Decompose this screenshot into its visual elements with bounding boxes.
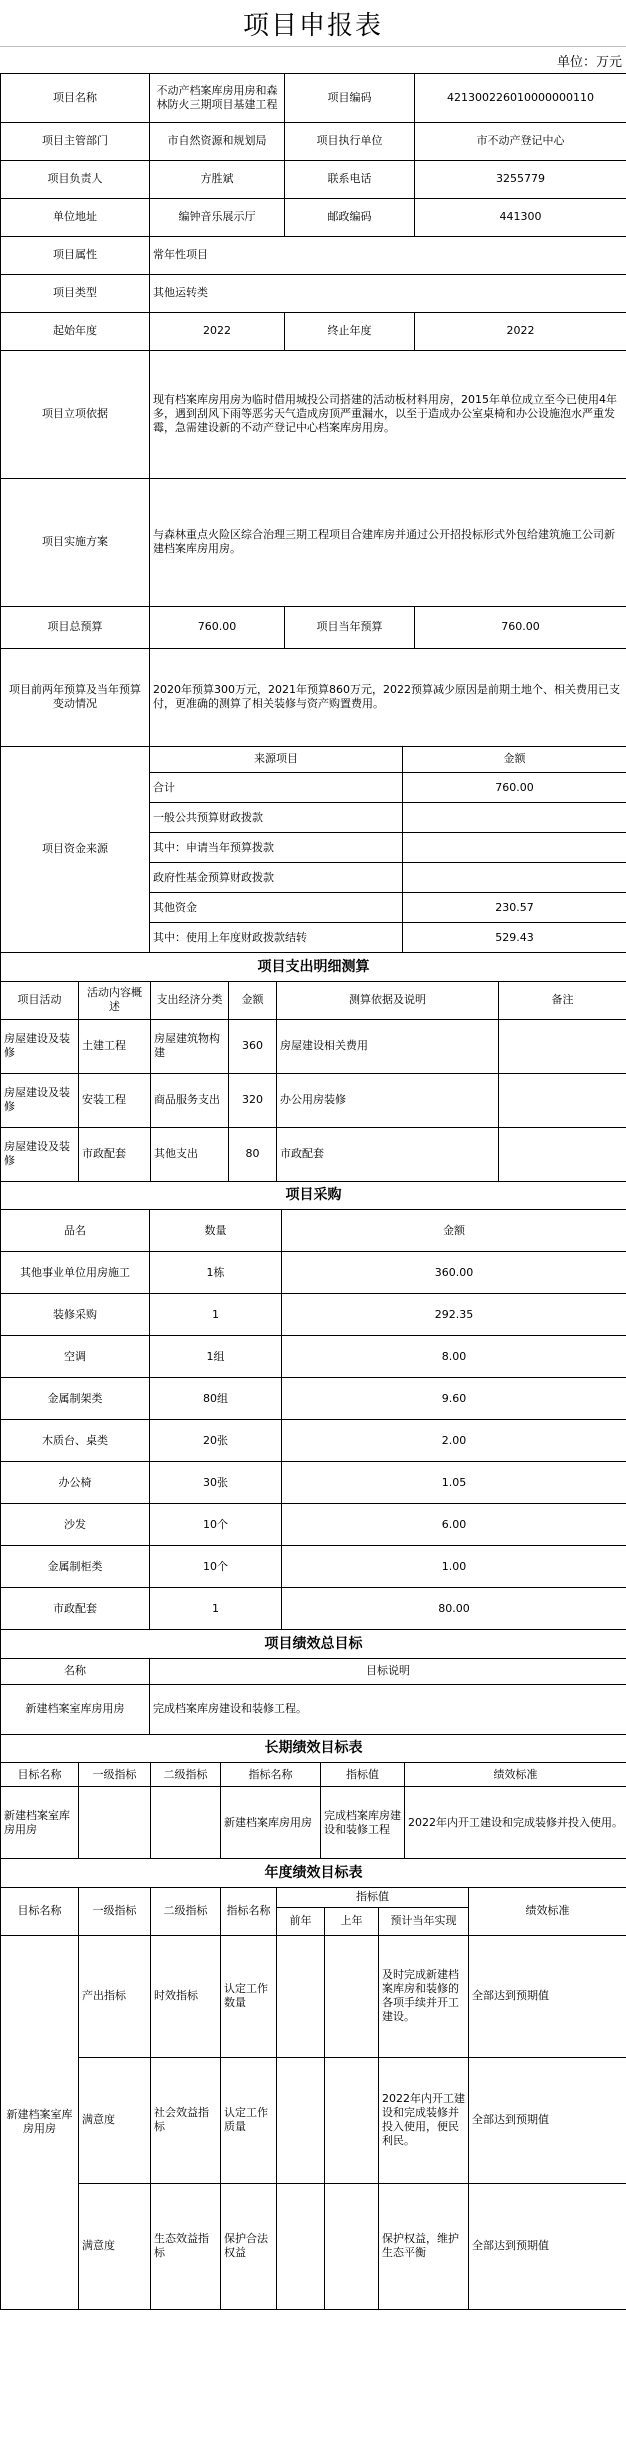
annual-l2: 生态效益指标 — [151, 2183, 221, 2309]
purchase-amount: 9.60 — [282, 1378, 626, 1420]
year-budget-label: 项目当年预算 — [285, 606, 415, 648]
start-label: 起始年度 — [1, 312, 150, 350]
exec-label: 项目执行单位 — [285, 122, 415, 160]
expense-header: 支出经济分类 — [151, 981, 229, 1019]
annual-prev — [277, 2057, 325, 2183]
purchase-header: 数量 — [150, 1210, 282, 1252]
total-budget-value: 760.00 — [150, 606, 285, 648]
funding-row-amount: 529.43 — [403, 923, 626, 953]
purchase-row — [1, 1252, 626, 1294]
purchase-row — [1, 1588, 626, 1630]
expense-note — [499, 1073, 626, 1127]
expense-header: 金额 — [229, 981, 277, 1019]
expense-title: 项目支出明细测算 — [1, 953, 626, 981]
purchase-amount: 80.00 — [282, 1588, 626, 1630]
person-value: 方胜斌 — [150, 160, 285, 198]
annual-indicator: 认定工作数量 — [221, 1935, 277, 2057]
purchase-name: 市政配套 — [1, 1588, 150, 1630]
expense-content: 土建工程 — [79, 1019, 151, 1073]
longterm-value: 完成档案库房建设和装修工程 — [321, 1787, 405, 1859]
funding-col-amount: 金额 — [403, 747, 626, 773]
zip-label: 邮政编码 — [285, 198, 415, 236]
funding-row-name: 合计 — [150, 773, 403, 803]
longterm-standard: 2022年内开工建设和完成装修并投入使用。 — [405, 1787, 626, 1859]
phone-value: 3255779 — [415, 160, 626, 198]
purchase-row — [1, 1546, 626, 1588]
purchase-amount: 292.35 — [282, 1294, 626, 1336]
addr-label: 单位地址 — [1, 198, 150, 236]
purchase-row — [1, 1378, 626, 1420]
overall-goal-table — [0, 1630, 626, 1735]
purchase-qty: 10个 — [150, 1504, 282, 1546]
dept-label: 项目主管部门 — [1, 122, 150, 160]
overall-col-desc: 目标说明 — [150, 1658, 626, 1684]
funding-row-name: 一般公共预算财政拨款 — [150, 803, 403, 833]
annual-last — [325, 1935, 379, 2057]
overall-name: 新建档案室库房用房 — [1, 1684, 150, 1734]
funding-row-amount — [403, 803, 626, 833]
annual-indicator: 认定工作质量 — [221, 2057, 277, 2183]
purchase-qty: 10个 — [150, 1546, 282, 1588]
expense-basis: 市政配套 — [277, 1127, 499, 1181]
annual-prev — [277, 2183, 325, 2309]
zip-value: 441300 — [415, 198, 626, 236]
expense-basis: 房屋建设相关费用 — [277, 1019, 499, 1073]
plan-value: 与森林重点火险区综合治理三期工程项目合建库房并通过公开招投标形式外包给建筑施工公司新建档案库房用房。 — [150, 478, 626, 606]
annual-header-prev: 前年 — [277, 1907, 325, 1935]
longterm-header: 目标名称 — [1, 1763, 79, 1787]
annual-last — [325, 2183, 379, 2309]
annual-prev — [277, 1935, 325, 2057]
year-budget-value: 760.00 — [415, 606, 626, 648]
annual-row — [1, 1935, 626, 2057]
purchase-name: 空调 — [1, 1336, 150, 1378]
person-label: 项目负责人 — [1, 160, 150, 198]
expense-amount: 80 — [229, 1127, 277, 1181]
expense-content: 市政配套 — [79, 1127, 151, 1181]
annual-title: 年度绩效目标表 — [1, 1859, 626, 1887]
longterm-title: 长期绩效目标表 — [1, 1735, 626, 1763]
budget-change-label: 项目前两年预算及当年预算变动情况 — [1, 648, 150, 746]
budget-change-value: 2020年预算300万元，2021年预算860万元，2022预算减少原因是前期土地个、相关费用已支付，更准确的测算了相关装修与资产购置费用。 — [150, 648, 626, 746]
funding-row-amount — [403, 833, 626, 863]
expense-note — [499, 1127, 626, 1181]
funding-label: 项目资金来源 — [1, 747, 150, 953]
expense-header: 测算依据及说明 — [277, 981, 499, 1019]
expense-amount: 320 — [229, 1073, 277, 1127]
expense-row — [1, 1127, 626, 1181]
purchase-amount: 6.00 — [282, 1504, 626, 1546]
purchase-title: 项目采购 — [1, 1182, 626, 1210]
purchase-qty: 1栋 — [150, 1252, 282, 1294]
attr-label: 项目属性 — [1, 236, 150, 274]
annual-standard: 全部达到预期值 — [469, 2057, 626, 2183]
annual-standard: 全部达到预期值 — [469, 1935, 626, 2057]
annual-expect: 及时完成新建档案库房和装修的各项手续并开工建设。 — [379, 1935, 469, 2057]
expense-activity: 房屋建设及装修 — [1, 1127, 79, 1181]
basis-value: 现有档案库房用房为临时借用城投公司搭建的活动板材料用房，2015年单位成立至今已使用4年多，遇到刮风下雨等恶劣天气造成房顶严重漏水，以至于造成办公室桌椅和办公设施泡水严重发霉，急需建设新的不动产登记中心档案库房用房。 — [150, 350, 626, 478]
purchase-row — [1, 1462, 626, 1504]
type-value: 其他运转类 — [150, 274, 626, 312]
expense-basis: 办公用房装修 — [277, 1073, 499, 1127]
purchase-qty: 1 — [150, 1294, 282, 1336]
annual-header-standard: 绩效标准 — [469, 1887, 626, 1935]
phone-label: 联系电话 — [285, 160, 415, 198]
purchase-header: 品名 — [1, 1210, 150, 1252]
attr-value: 常年性项目 — [150, 236, 626, 274]
funding-col-source: 来源项目 — [150, 747, 403, 773]
basis-label: 项目立项依据 — [1, 350, 150, 478]
purchase-name: 金属制柜类 — [1, 1546, 150, 1588]
purchase-amount: 8.00 — [282, 1336, 626, 1378]
overall-title: 项目绩效总目标 — [1, 1630, 626, 1658]
purchase-header: 金额 — [282, 1210, 626, 1252]
expense-content: 安装工程 — [79, 1073, 151, 1127]
purchase-name: 金属制架类 — [1, 1378, 150, 1420]
purchase-qty: 30张 — [150, 1462, 282, 1504]
funding-row-name: 其中：申请当年预算拨款 — [150, 833, 403, 863]
purchase-name: 其他事业单位用房施工 — [1, 1252, 150, 1294]
expense-row — [1, 1019, 626, 1073]
annual-table — [0, 1859, 626, 2310]
expense-category: 房屋建筑物构建 — [151, 1019, 229, 1073]
expense-table — [0, 953, 626, 1182]
annual-l2: 时效指标 — [151, 1935, 221, 2057]
funding-row-name: 其他资金 — [150, 893, 403, 923]
overall-col-name: 名称 — [1, 1658, 150, 1684]
annual-expect: 保护权益，维护生态平衡 — [379, 2183, 469, 2309]
code-label: 项目编码 — [285, 74, 415, 122]
annual-header-l1: 一级指标 — [79, 1887, 151, 1935]
name-label: 项目名称 — [1, 74, 150, 122]
addr-value: 编钟音乐展示厅 — [150, 198, 285, 236]
expense-note — [499, 1019, 626, 1073]
annual-header-indicator: 指标名称 — [221, 1887, 277, 1935]
code-value: 421300226010000000110 — [415, 74, 626, 122]
purchase-row — [1, 1420, 626, 1462]
funding-row-amount — [403, 863, 626, 893]
funding-row-amount: 760.00 — [403, 773, 626, 803]
purchase-qty: 1 — [150, 1588, 282, 1630]
longterm-header: 二级指标 — [151, 1763, 221, 1787]
purchase-table — [0, 1182, 626, 1631]
longterm-header: 一级指标 — [79, 1763, 151, 1787]
expense-activity: 房屋建设及装修 — [1, 1019, 79, 1073]
annual-target: 新建档案室库房用房 — [1, 1935, 79, 2309]
annual-header-last: 上年 — [325, 1907, 379, 1935]
annual-l1: 产出指标 — [79, 1935, 151, 2057]
total-budget-label: 项目总预算 — [1, 606, 150, 648]
purchase-row — [1, 1504, 626, 1546]
page-title: 项目申报表 — [0, 0, 626, 47]
purchase-amount: 1.00 — [282, 1546, 626, 1588]
dept-value: 市自然资源和规划局 — [150, 122, 285, 160]
longterm-l1 — [79, 1787, 151, 1859]
purchase-qty: 20张 — [150, 1420, 282, 1462]
funding-row-name: 其中：使用上年度财政拨款结转 — [150, 923, 403, 953]
expense-header: 备注 — [499, 981, 626, 1019]
longterm-l2 — [151, 1787, 221, 1859]
longterm-indicator: 新建档案库房用房 — [221, 1787, 321, 1859]
expense-category: 其他支出 — [151, 1127, 229, 1181]
purchase-name: 沙发 — [1, 1504, 150, 1546]
expense-header: 项目活动 — [1, 981, 79, 1019]
annual-header-expect: 预计当年实现 — [379, 1907, 469, 1935]
annual-l1: 满意度 — [79, 2183, 151, 2309]
end-value: 2022 — [415, 312, 626, 350]
annual-l2: 社会效益指标 — [151, 2057, 221, 2183]
annual-last — [325, 2057, 379, 2183]
annual-header-value: 指标值 — [277, 1887, 469, 1907]
annual-expect: 2022年内开工建设和完成装修并投入使用，便民利民。 — [379, 2057, 469, 2183]
expense-amount: 360 — [229, 1019, 277, 1073]
purchase-amount: 2.00 — [282, 1420, 626, 1462]
name-value: 不动产档案库房用房和森林防火三期项目基建工程 — [150, 74, 285, 122]
annual-header-target: 目标名称 — [1, 1887, 79, 1935]
expense-row — [1, 1073, 626, 1127]
purchase-qty: 1组 — [150, 1336, 282, 1378]
exec-value: 市不动产登记中心 — [415, 122, 626, 160]
plan-label: 项目实施方案 — [1, 478, 150, 606]
longterm-header: 绩效标准 — [405, 1763, 626, 1787]
longterm-table — [0, 1735, 626, 1860]
purchase-amount: 1.05 — [282, 1462, 626, 1504]
annual-header-l2: 二级指标 — [151, 1887, 221, 1935]
basic-info-table — [0, 74, 626, 747]
purchase-name: 办公椅 — [1, 1462, 150, 1504]
funding-row-amount: 230.57 — [403, 893, 626, 923]
purchase-row — [1, 1336, 626, 1378]
type-label: 项目类型 — [1, 274, 150, 312]
expense-activity: 房屋建设及装修 — [1, 1073, 79, 1127]
unit-label: 单位：万元 — [0, 47, 626, 74]
annual-row — [1, 2057, 626, 2183]
annual-row — [1, 2183, 626, 2309]
annual-l1: 满意度 — [79, 2057, 151, 2183]
purchase-name: 木质台、桌类 — [1, 1420, 150, 1462]
annual-indicator: 保护合法权益 — [221, 2183, 277, 2309]
purchase-row — [1, 1294, 626, 1336]
purchase-qty: 80组 — [150, 1378, 282, 1420]
expense-header: 活动内容概述 — [79, 981, 151, 1019]
expense-category: 商品服务支出 — [151, 1073, 229, 1127]
purchase-name: 装修采购 — [1, 1294, 150, 1336]
overall-desc: 完成档案库房建设和装修工程。 — [150, 1684, 626, 1734]
funding-row-name: 政府性基金预算财政拨款 — [150, 863, 403, 893]
start-value: 2022 — [150, 312, 285, 350]
longterm-header: 指标值 — [321, 1763, 405, 1787]
longterm-header: 指标名称 — [221, 1763, 321, 1787]
purchase-amount: 360.00 — [282, 1252, 626, 1294]
annual-standard: 全部达到预期值 — [469, 2183, 626, 2309]
funding-table — [0, 747, 626, 954]
end-label: 终止年度 — [285, 312, 415, 350]
longterm-target: 新建档案室库房用房 — [1, 1787, 79, 1859]
